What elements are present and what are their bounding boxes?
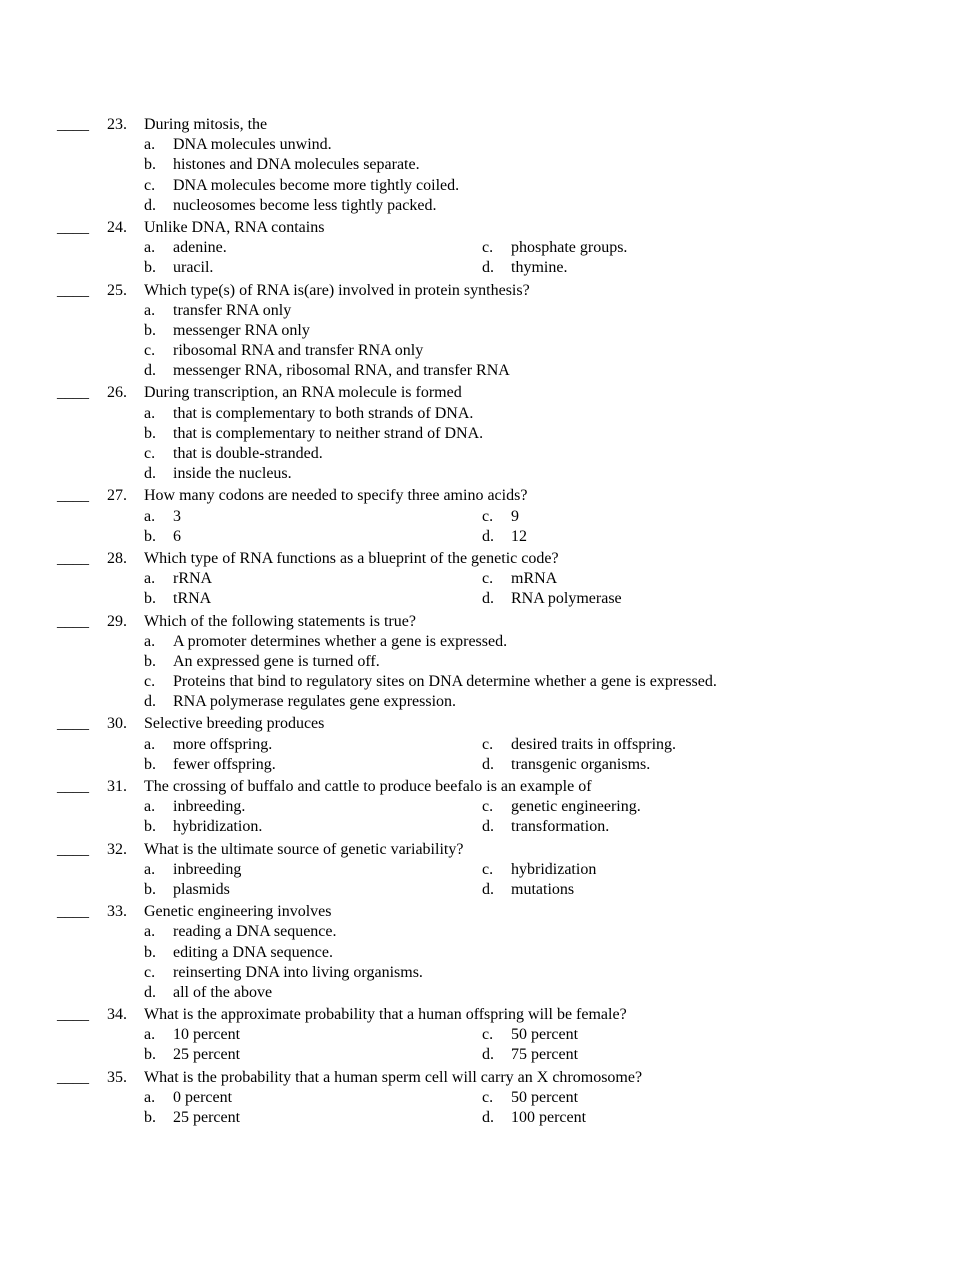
option-letter: b. <box>144 943 156 961</box>
option-letter: c. <box>482 798 494 816</box>
option-letter: a. <box>144 860 156 878</box>
option-letter: a. <box>144 632 156 650</box>
options-row <box>0 797 979 817</box>
question-stem: The crossing of buffalo and cattle to produce beefalo is an example of <box>144 778 592 795</box>
question <box>0 281 979 382</box>
question-header <box>0 486 979 506</box>
option-text: 10 percent <box>173 1026 241 1044</box>
option-text: DNA molecules become more tightly coiled. <box>173 176 460 194</box>
option-letter: b. <box>144 424 156 442</box>
question <box>0 714 979 775</box>
options-row <box>0 569 979 589</box>
answer-blank[interactable]: ____ <box>57 778 89 795</box>
option-letter: a. <box>144 798 156 816</box>
question-header <box>0 714 979 734</box>
option-letter: b. <box>144 1109 156 1126</box>
answer-blank[interactable]: ____ <box>57 116 89 133</box>
options-row <box>0 692 979 712</box>
answer-blank[interactable]: ____ <box>57 281 89 299</box>
options-row <box>0 983 979 1003</box>
option-text: 50 percent <box>511 1088 579 1106</box>
option-letter: c. <box>482 239 494 257</box>
question-header <box>0 115 979 135</box>
options-row <box>0 464 979 484</box>
option-text: that is complementary to both strands of DNA. <box>173 404 474 422</box>
option-text: thymine. <box>511 259 568 277</box>
option-letter: d. <box>482 880 494 898</box>
question-header <box>0 902 979 922</box>
question-number: 33. <box>107 903 127 921</box>
option-letter: a. <box>144 923 156 941</box>
option-letter: b. <box>144 321 156 339</box>
option-letter: d. <box>482 590 494 608</box>
option-text: phosphate groups. <box>511 239 628 257</box>
options-row <box>0 589 979 609</box>
option-letter: c. <box>144 342 156 360</box>
options-row <box>0 652 979 672</box>
question-number: 27. <box>107 487 127 505</box>
option-letter: c. <box>144 673 156 691</box>
options-row <box>0 176 979 196</box>
option-text: inbreeding. <box>173 798 246 816</box>
question-stem: Which of the following statements is true? <box>144 612 416 630</box>
question-list <box>0 115 979 1130</box>
question-header <box>0 840 979 860</box>
option-letter: b. <box>144 1046 156 1064</box>
question-stem: How many codons are needed to specify three amino acids? <box>144 487 528 505</box>
options-row <box>0 404 979 424</box>
option-letter: d. <box>144 465 156 483</box>
question-number: 25. <box>107 281 127 299</box>
options-row <box>0 755 979 775</box>
options-row <box>0 735 979 755</box>
option-letter: c. <box>482 570 494 588</box>
question <box>0 115 979 216</box>
option-text: A promoter determines whether a gene is expressed. <box>173 632 508 650</box>
answer-blank[interactable]: ____ <box>57 1068 89 1086</box>
option-letter: d. <box>144 362 156 380</box>
question-stem: Which type(s) of RNA is(are) involved in protein synthesis? <box>144 281 530 299</box>
option-letter: d. <box>144 693 156 711</box>
question-number: 32. <box>107 840 127 858</box>
question-stem: Which type of RNA functions as a blueprint of the genetic code? <box>144 549 559 567</box>
question-header <box>0 281 979 301</box>
question-number: 29. <box>107 612 127 630</box>
option-letter: d. <box>144 983 156 1001</box>
question-header <box>0 1005 979 1025</box>
option-letter: c. <box>482 860 494 878</box>
option-text: 6 <box>173 527 181 545</box>
option-text: all of the above <box>173 983 273 1001</box>
options-row <box>0 135 979 155</box>
option-text: plasmids <box>173 880 230 898</box>
option-letter: d. <box>482 1109 494 1126</box>
answer-blank[interactable]: ____ <box>57 487 89 505</box>
option-text: genetic engineering. <box>511 798 641 816</box>
option-letter: d. <box>482 755 494 773</box>
question-stem: During mitosis, the <box>144 116 268 133</box>
options-row <box>0 943 979 963</box>
option-letter: b. <box>144 652 156 670</box>
option-text: editing a DNA sequence. <box>173 943 333 961</box>
options-row <box>0 1088 979 1108</box>
question <box>0 840 979 901</box>
options-row <box>0 258 979 278</box>
question <box>0 218 979 279</box>
option-letter: a. <box>144 507 156 525</box>
question-stem: What is the probability that a human sperm cell will carry an X chromosome? <box>144 1068 643 1086</box>
answer-blank[interactable]: ____ <box>57 715 89 733</box>
question-header <box>0 777 979 797</box>
option-letter: d. <box>482 1046 494 1064</box>
options-row <box>0 301 979 321</box>
options-row <box>0 196 979 216</box>
option-text: reading a DNA sequence. <box>173 923 337 941</box>
option-text: 75 percent <box>511 1046 579 1064</box>
options-row <box>0 507 979 527</box>
question-header <box>0 1068 979 1088</box>
option-text: DNA molecules unwind. <box>173 136 332 154</box>
option-text: mRNA <box>511 570 558 588</box>
option-letter: b. <box>144 590 156 608</box>
options-row <box>0 1045 979 1065</box>
option-letter: a. <box>144 239 156 257</box>
option-letter: a. <box>144 1088 156 1106</box>
option-letter: a. <box>144 404 156 422</box>
options-row <box>0 922 979 942</box>
question-number: 35. <box>107 1068 127 1086</box>
question <box>0 1005 979 1066</box>
option-text: 50 percent <box>511 1026 579 1044</box>
question-header <box>0 612 979 632</box>
option-text: more offspring. <box>173 735 273 753</box>
option-letter: c. <box>144 176 156 194</box>
options-row <box>0 424 979 444</box>
option-text: hybridization. <box>173 818 263 836</box>
question-stem: Selective breeding produces <box>144 715 325 733</box>
option-text: uracil. <box>173 259 214 277</box>
question-header <box>0 383 979 403</box>
option-letter: c. <box>482 507 494 525</box>
option-text: desired traits in offspring. <box>511 735 677 753</box>
option-text: reinserting DNA into living organisms. <box>173 963 423 981</box>
option-text: that is complementary to neither strand of DNA. <box>173 424 484 442</box>
option-letter: a. <box>144 735 156 753</box>
question-stem: What is the ultimate source of genetic variability? <box>144 840 464 858</box>
option-text: transformation. <box>511 818 610 836</box>
options-row <box>0 361 979 381</box>
option-letter: c. <box>482 735 494 753</box>
options-row <box>0 341 979 361</box>
question-number: 24. <box>107 218 127 236</box>
question <box>0 383 979 484</box>
option-text: An expressed gene is turned off. <box>173 652 380 670</box>
option-text: RNA polymerase regulates gene expression. <box>173 693 457 711</box>
options-row <box>0 963 979 983</box>
option-text: 25 percent <box>173 1109 241 1126</box>
option-letter: c. <box>482 1026 494 1044</box>
option-text: adenine. <box>173 239 227 257</box>
options-row <box>0 321 979 341</box>
question-number: 31. <box>107 778 127 795</box>
question <box>0 902 979 1003</box>
option-letter: d. <box>482 527 494 545</box>
option-text: Proteins that bind to regulatory sites on DNA determine whether a gene is expressed. <box>173 673 717 691</box>
answer-blank[interactable]: ____ <box>57 384 89 402</box>
option-letter: d. <box>482 818 494 836</box>
option-text: rRNA <box>173 570 213 588</box>
option-text: 12 <box>511 527 527 545</box>
option-text: tRNA <box>173 590 212 608</box>
option-letter: b. <box>144 259 156 277</box>
option-letter: c. <box>144 963 156 981</box>
option-text: transfer RNA only <box>173 301 292 319</box>
option-text: 0 percent <box>173 1088 233 1106</box>
option-letter: b. <box>144 818 156 836</box>
option-letter: c. <box>144 445 156 462</box>
option-text: transgenic organisms. <box>511 755 651 773</box>
option-letter: c. <box>482 1088 494 1106</box>
question-number: 23. <box>107 116 127 133</box>
question-stem: Genetic engineering involves <box>144 903 332 921</box>
option-letter: a. <box>144 136 156 154</box>
options-row <box>0 817 979 837</box>
answer-blank[interactable]: ____ <box>57 1006 89 1024</box>
option-letter: b. <box>144 156 156 174</box>
answer-blank[interactable]: ____ <box>57 218 89 236</box>
option-text: fewer offspring. <box>173 755 276 773</box>
options-row <box>0 880 979 900</box>
option-text: histones and DNA molecules separate. <box>173 156 420 174</box>
option-text: 3 <box>173 507 181 525</box>
question-number: 30. <box>107 715 127 733</box>
option-text: RNA polymerase <box>511 590 622 608</box>
option-letter: b. <box>144 880 156 898</box>
question <box>0 612 979 713</box>
options-row <box>0 1108 979 1128</box>
option-text: messenger RNA, ribosomal RNA, and transfer RNA <box>173 362 510 380</box>
question-number: 26. <box>107 384 127 402</box>
option-text: 9 <box>511 507 519 525</box>
answer-blank[interactable]: ____ <box>57 612 89 630</box>
option-letter: d. <box>144 196 156 214</box>
option-text: ribosomal RNA and transfer RNA only <box>173 342 424 360</box>
question <box>0 486 979 547</box>
question-header <box>0 549 979 569</box>
option-text: inside the nucleus. <box>173 465 292 483</box>
option-letter: a. <box>144 301 156 319</box>
option-text: hybridization <box>511 860 597 878</box>
question <box>0 549 979 610</box>
question-stem: What is the approximate probability that a human offspring will be female? <box>144 1006 627 1024</box>
options-row <box>0 527 979 547</box>
question <box>0 777 979 838</box>
option-letter: a. <box>144 1026 156 1044</box>
answer-blank[interactable]: ____ <box>57 549 89 567</box>
option-text: inbreeding <box>173 860 242 878</box>
question-stem: During transcription, an RNA molecule is formed <box>144 384 462 402</box>
option-letter: b. <box>144 755 156 773</box>
options-row <box>0 632 979 652</box>
option-text: 100 percent <box>511 1109 587 1126</box>
option-text: messenger RNA only <box>173 321 310 339</box>
question-number: 34. <box>107 1006 127 1024</box>
question-number: 28. <box>107 549 127 567</box>
option-letter: b. <box>144 527 156 545</box>
options-row <box>0 238 979 258</box>
question <box>0 1068 979 1129</box>
option-text: 25 percent <box>173 1046 241 1064</box>
question-header <box>0 218 979 238</box>
options-row <box>0 672 979 692</box>
option-letter: a. <box>144 570 156 588</box>
answer-blank[interactable]: ____ <box>57 840 89 858</box>
option-text: nucleosomes become less tightly packed. <box>173 196 437 214</box>
question-stem: Unlike DNA, RNA contains <box>144 218 325 236</box>
answer-blank[interactable]: ____ <box>57 903 89 921</box>
options-row <box>0 155 979 175</box>
option-text: that is double-stranded. <box>173 445 323 462</box>
option-letter: d. <box>482 259 494 277</box>
options-row <box>0 444 979 464</box>
options-row <box>0 860 979 880</box>
options-row <box>0 1025 979 1045</box>
option-text: mutations <box>511 880 575 898</box>
